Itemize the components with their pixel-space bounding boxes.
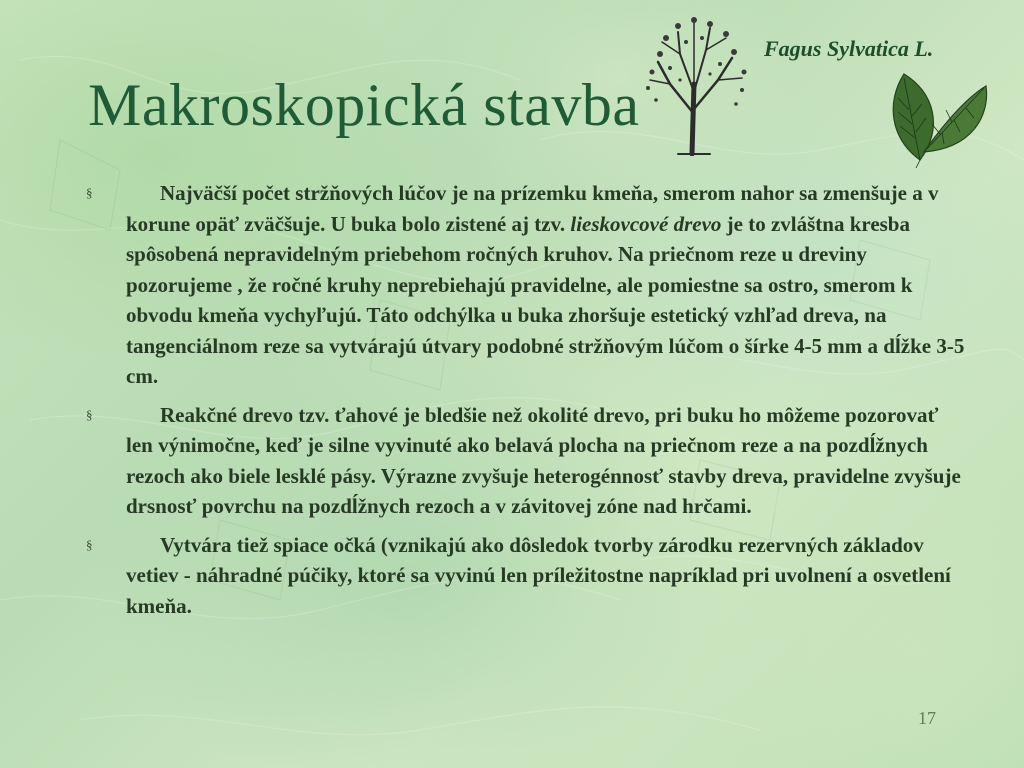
bullet-item <box>86 400 966 522</box>
page-number: 17 <box>918 708 936 728</box>
bullet-item <box>86 178 966 392</box>
bullet-text-segment: Vytvára tiež spiace očká (vznikajú ako dôsledok tvorby zárodku rezervných základov vetiev - náhradné púčiky, ktoré sa vyvinú len príležitostne napríklad pri uvolnení a osvetlení kmeňa. <box>126 532 951 618</box>
bullet-text-segment: Reakčné drevo tzv. ťahové je bledšie než okolité drevo, pri buku ho môžeme pozorovať len výnimočne, keď je silne vyvinuté ako belavá plocha na priečnom reze a na pozdĺžnych rezoch ako biele lesklé pásy. Výrazne zvyšuje heterogénnosť stavby dreva, pravidelne zvyšuje drsnosť povrchu na pozdĺžnych rezoch a v závitovej zóne nad hrčami. <box>126 402 961 518</box>
bullet-marker: § <box>86 536 93 552</box>
bullet-text-segment: Najväčší počet stržňových lúčov je na prízemku kmeňa, smerom nahor sa zmenšuje a v korune opäť zväčšuje. U buka bolo zistené aj tzv. <box>126 181 939 236</box>
slide-title: Makroskopická stavba <box>88 72 640 138</box>
bullet-marker: § <box>86 406 93 422</box>
species-name: Fagus Sylvatica L. <box>764 36 934 61</box>
bullet-list <box>86 178 966 629</box>
beech-leaves-icon <box>882 68 992 168</box>
bullet-text-italic-term: lieskovcové drevo <box>570 211 722 236</box>
bullet-item <box>86 530 966 622</box>
tree-illustration-icon <box>640 14 752 156</box>
bullet-marker: § <box>86 185 93 200</box>
bullet-text-segment: je to zvláštna kresba spôsobená nepravidelným priebehom ročných kruhov. Na priečnom reze u dreviny pozorujeme , že ročné kruhy neprebiehajú pravidelne, ale pomiestne sa ostro, smerom k obvodu kmeňa vychyľujú. Táto odchýlka u buka zhoršuje estetický vzhľad dreva, na tangenciálnom reze sa vytvárajú útvary podobné stržňovým lúčom o šírke 4-5 mm a dĺžke 3-5 cm. <box>126 211 965 388</box>
